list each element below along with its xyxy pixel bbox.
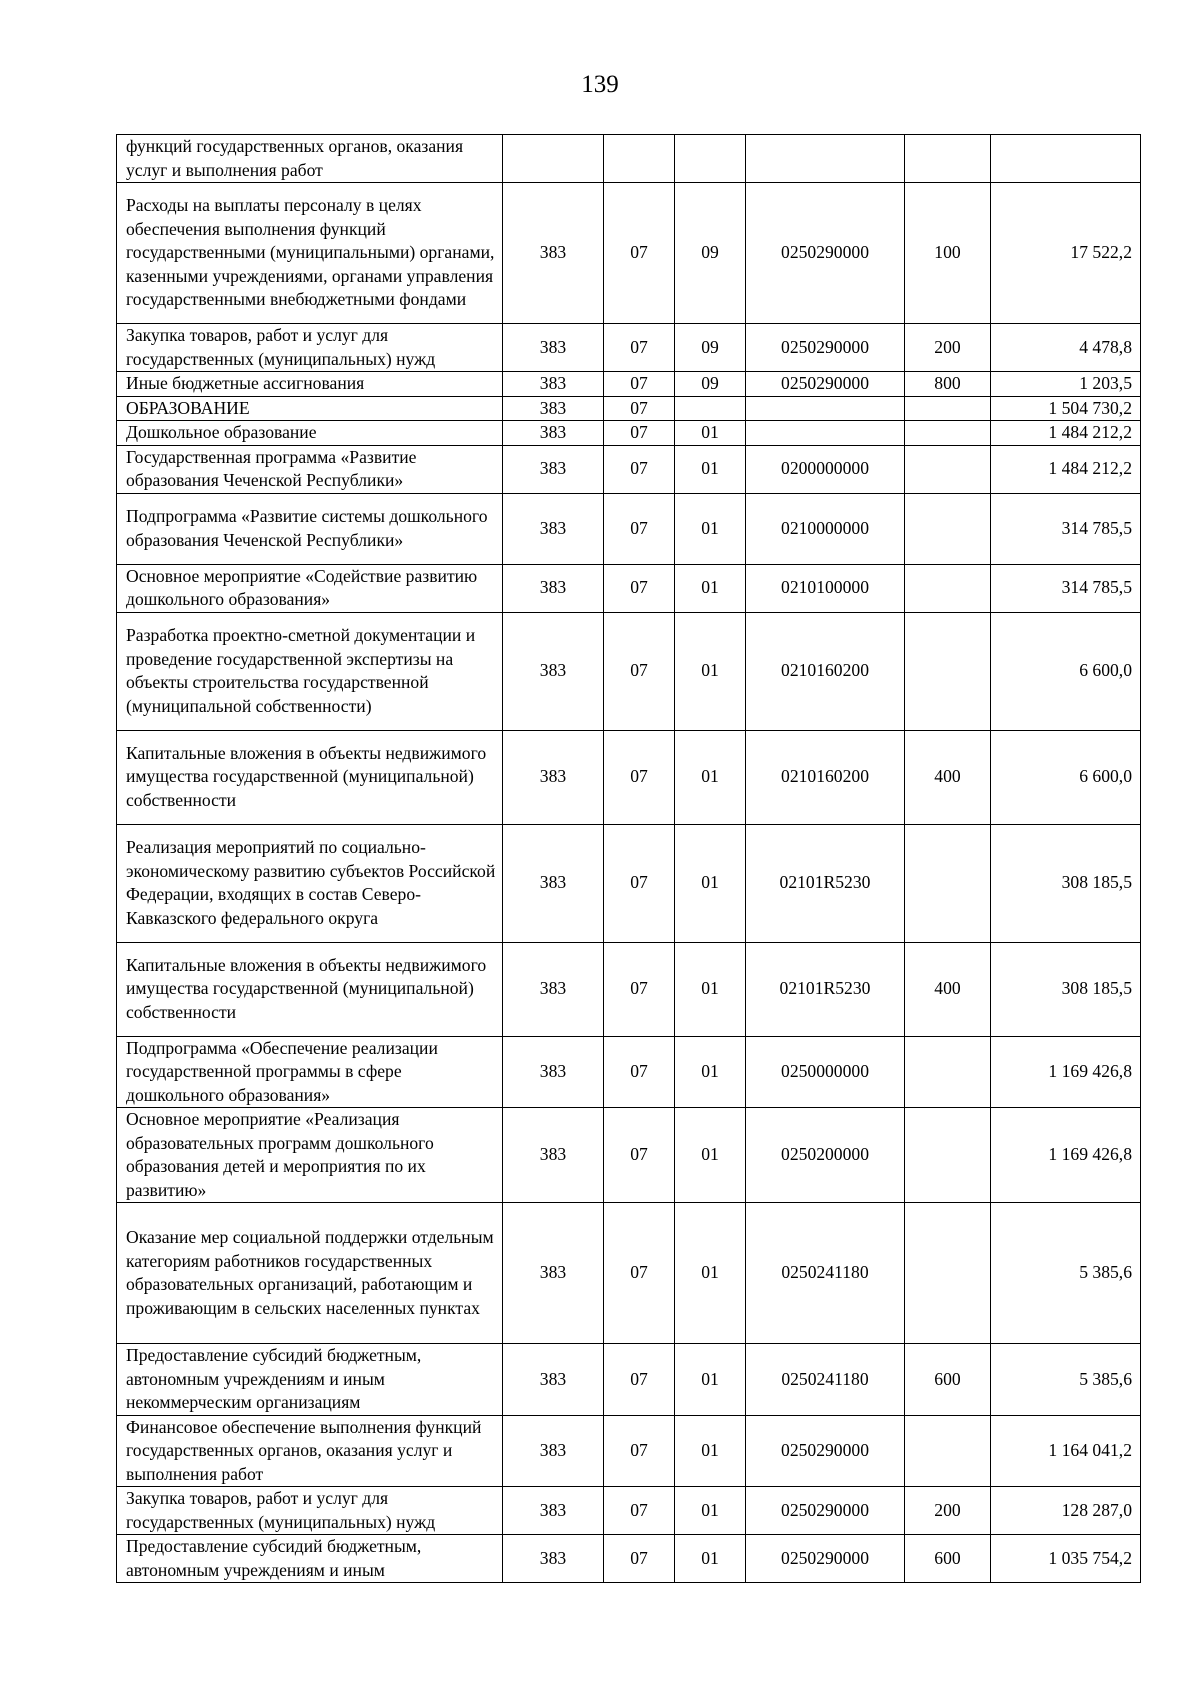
cell-section: 07 bbox=[604, 1535, 675, 1583]
cell-section: 07 bbox=[604, 1344, 675, 1416]
cell-name: Капитальные вложения в объекты недвижимого имущества государственной (муниципальной) собственности bbox=[117, 730, 503, 824]
cell-target-article: 0210100000 bbox=[746, 564, 905, 612]
cell-amount: 1 203,5 bbox=[991, 372, 1141, 397]
table-row bbox=[117, 1415, 1141, 1487]
cell-section: 07 bbox=[604, 730, 675, 824]
table-row bbox=[117, 324, 1141, 372]
cell-section: 07 bbox=[604, 1036, 675, 1108]
cell-subsection: 01 bbox=[675, 1108, 746, 1203]
cell-section bbox=[604, 135, 675, 183]
cell-grbs: 383 bbox=[503, 493, 604, 564]
cell-section: 07 bbox=[604, 1487, 675, 1535]
cell-target-article: 0250290000 bbox=[746, 372, 905, 397]
cell-subsection: 01 bbox=[675, 421, 746, 446]
cell-section: 07 bbox=[604, 493, 675, 564]
page-number: 139 bbox=[581, 71, 619, 98]
cell-target-article bbox=[746, 135, 905, 183]
cell-section: 07 bbox=[604, 183, 675, 324]
cell-grbs: 383 bbox=[503, 612, 604, 730]
cell-subsection: 01 bbox=[675, 493, 746, 564]
table-row bbox=[117, 564, 1141, 612]
cell-subsection bbox=[675, 396, 746, 421]
cell-name: Основное мероприятие «Реализация образовательных программ дошкольного образования детей и мероприятия по их развитию» bbox=[117, 1108, 503, 1203]
cell-section: 07 bbox=[604, 564, 675, 612]
cell-subsection: 01 bbox=[675, 1203, 746, 1344]
cell-subsection: 01 bbox=[675, 1487, 746, 1535]
cell-target-article: 0250290000 bbox=[746, 1415, 905, 1487]
budget-table bbox=[116, 134, 1141, 1583]
cell-name: Государственная программа «Развитие образования Чеченской Республики» bbox=[117, 445, 503, 493]
cell-grbs bbox=[503, 135, 604, 183]
cell-amount: 314 785,5 bbox=[991, 493, 1141, 564]
cell-grbs: 383 bbox=[503, 730, 604, 824]
table-row bbox=[117, 493, 1141, 564]
cell-grbs: 383 bbox=[503, 183, 604, 324]
cell-section: 07 bbox=[604, 1203, 675, 1344]
cell-expense-type: 100 bbox=[905, 183, 991, 324]
cell-expense-type bbox=[905, 1108, 991, 1203]
cell-section: 07 bbox=[604, 324, 675, 372]
table-body bbox=[117, 135, 1141, 1583]
cell-grbs: 383 bbox=[503, 1036, 604, 1108]
cell-subsection: 01 bbox=[675, 824, 746, 942]
cell-expense-type: 600 bbox=[905, 1535, 991, 1583]
table-row bbox=[117, 730, 1141, 824]
cell-section: 07 bbox=[604, 421, 675, 446]
table-row bbox=[117, 1203, 1141, 1344]
cell-section: 07 bbox=[604, 445, 675, 493]
cell-subsection: 01 bbox=[675, 730, 746, 824]
table-row bbox=[117, 1344, 1141, 1416]
table-row bbox=[117, 183, 1141, 324]
table-row bbox=[117, 612, 1141, 730]
cell-name: Основное мероприятие «Содействие развитию дошкольного образования» bbox=[117, 564, 503, 612]
cell-grbs: 383 bbox=[503, 942, 604, 1036]
cell-name: Финансовое обеспечение выполнения функций государственных органов, оказания услуг и выполнения работ bbox=[117, 1415, 503, 1487]
cell-expense-type bbox=[905, 564, 991, 612]
cell-name: Подпрограмма «Обеспечение реализации государственной программы в сфере дошкольного образования» bbox=[117, 1036, 503, 1108]
cell-amount: 1 484 212,2 bbox=[991, 445, 1141, 493]
cell-target-article: 0250290000 bbox=[746, 183, 905, 324]
cell-target-article: 0200000000 bbox=[746, 445, 905, 493]
cell-name: Предоставление субсидий бюджетным, автономным учреждениям и иным bbox=[117, 1535, 503, 1583]
cell-expense-type bbox=[905, 1415, 991, 1487]
cell-grbs: 383 bbox=[503, 1344, 604, 1416]
cell-amount: 1 164 041,2 bbox=[991, 1415, 1141, 1487]
cell-amount bbox=[991, 135, 1141, 183]
cell-amount: 1 169 426,8 bbox=[991, 1108, 1141, 1203]
cell-name: Реализация мероприятий по социально-экономическому развитию субъектов Российской Федерации, входящих в состав Северо-Кавказского федерального округа bbox=[117, 824, 503, 942]
cell-expense-type: 200 bbox=[905, 1487, 991, 1535]
cell-target-article: 0210160200 bbox=[746, 612, 905, 730]
cell-section: 07 bbox=[604, 372, 675, 397]
cell-grbs: 383 bbox=[503, 372, 604, 397]
cell-name: Расходы на выплаты персоналу в целях обеспечения выполнения функций государственными (муниципальными) органами, казенными учреждениями, органами управления государственными внебюджетными фондами bbox=[117, 183, 503, 324]
cell-section: 07 bbox=[604, 612, 675, 730]
cell-amount: 17 522,2 bbox=[991, 183, 1141, 324]
cell-expense-type bbox=[905, 421, 991, 446]
cell-grbs: 383 bbox=[503, 445, 604, 493]
table-row bbox=[117, 372, 1141, 397]
cell-subsection: 01 bbox=[675, 1415, 746, 1487]
cell-subsection bbox=[675, 135, 746, 183]
table-row bbox=[117, 942, 1141, 1036]
cell-subsection: 01 bbox=[675, 445, 746, 493]
cell-name: Оказание мер социальной поддержки отдельным категориям работников государственных образовательных организаций, работающим и проживающим в сельских населенных пунктах bbox=[117, 1203, 503, 1344]
cell-name: Закупка товаров, работ и услуг для государственных (муниципальных) нужд bbox=[117, 324, 503, 372]
cell-subsection: 01 bbox=[675, 564, 746, 612]
cell-target-article: 0250000000 bbox=[746, 1036, 905, 1108]
cell-amount: 6 600,0 bbox=[991, 612, 1141, 730]
cell-amount: 1 169 426,8 bbox=[991, 1036, 1141, 1108]
cell-grbs: 383 bbox=[503, 324, 604, 372]
cell-section: 07 bbox=[604, 942, 675, 1036]
cell-amount: 4 478,8 bbox=[991, 324, 1141, 372]
table-row bbox=[117, 445, 1141, 493]
cell-amount: 1 484 212,2 bbox=[991, 421, 1141, 446]
cell-subsection: 09 bbox=[675, 183, 746, 324]
table-row bbox=[117, 1108, 1141, 1203]
cell-expense-type: 200 bbox=[905, 324, 991, 372]
cell-amount: 1 035 754,2 bbox=[991, 1535, 1141, 1583]
cell-grbs: 383 bbox=[503, 1108, 604, 1203]
cell-target-article bbox=[746, 396, 905, 421]
cell-target-article bbox=[746, 421, 905, 446]
cell-name: Капитальные вложения в объекты недвижимого имущества государственной (муниципальной) собственности bbox=[117, 942, 503, 1036]
cell-expense-type: 400 bbox=[905, 730, 991, 824]
cell-amount: 128 287,0 bbox=[991, 1487, 1141, 1535]
cell-grbs: 383 bbox=[503, 396, 604, 421]
cell-target-article: 0250200000 bbox=[746, 1108, 905, 1203]
cell-name: Разработка проектно-сметной документации и проведение государственной экспертизы на объекты строительства государственной (муниципальной собственности) bbox=[117, 612, 503, 730]
cell-target-article: 02101R5230 bbox=[746, 824, 905, 942]
cell-expense-type bbox=[905, 1036, 991, 1108]
cell-expense-type bbox=[905, 1203, 991, 1344]
cell-target-article: 02101R5230 bbox=[746, 942, 905, 1036]
cell-name: Иные бюджетные ассигнования bbox=[117, 372, 503, 397]
cell-grbs: 383 bbox=[503, 1203, 604, 1344]
cell-amount: 5 385,6 bbox=[991, 1344, 1141, 1416]
cell-name: Подпрограмма «Развитие системы дошкольного образования Чеченской Республики» bbox=[117, 493, 503, 564]
cell-expense-type bbox=[905, 612, 991, 730]
cell-target-article: 0250290000 bbox=[746, 1487, 905, 1535]
cell-amount: 1 504 730,2 bbox=[991, 396, 1141, 421]
cell-subsection: 01 bbox=[675, 1535, 746, 1583]
table-row bbox=[117, 1036, 1141, 1108]
cell-name: функций государственных органов, оказания услуг и выполнения работ bbox=[117, 135, 503, 183]
cell-expense-type bbox=[905, 135, 991, 183]
cell-grbs: 383 bbox=[503, 1535, 604, 1583]
cell-subsection: 01 bbox=[675, 1344, 746, 1416]
cell-amount: 6 600,0 bbox=[991, 730, 1141, 824]
cell-amount: 308 185,5 bbox=[991, 824, 1141, 942]
cell-expense-type: 800 bbox=[905, 372, 991, 397]
cell-target-article: 0210160200 bbox=[746, 730, 905, 824]
cell-section: 07 bbox=[604, 824, 675, 942]
cell-grbs: 383 bbox=[503, 824, 604, 942]
cell-subsection: 01 bbox=[675, 1036, 746, 1108]
cell-expense-type bbox=[905, 824, 991, 942]
cell-expense-type bbox=[905, 445, 991, 493]
table-row bbox=[117, 396, 1141, 421]
cell-section: 07 bbox=[604, 1415, 675, 1487]
cell-expense-type bbox=[905, 493, 991, 564]
cell-section: 07 bbox=[604, 396, 675, 421]
cell-subsection: 01 bbox=[675, 942, 746, 1036]
cell-target-article: 0210000000 bbox=[746, 493, 905, 564]
table-row bbox=[117, 1535, 1141, 1583]
cell-name: Закупка товаров, работ и услуг для государственных (муниципальных) нужд bbox=[117, 1487, 503, 1535]
cell-name: Дошкольное образование bbox=[117, 421, 503, 446]
cell-grbs: 383 bbox=[503, 1487, 604, 1535]
cell-subsection: 09 bbox=[675, 324, 746, 372]
cell-expense-type: 600 bbox=[905, 1344, 991, 1416]
cell-name: ОБРАЗОВАНИЕ bbox=[117, 396, 503, 421]
cell-name: Предоставление субсидий бюджетным, автономным учреждениям и иным некоммерческим организациям bbox=[117, 1344, 503, 1416]
cell-target-article: 0250241180 bbox=[746, 1344, 905, 1416]
cell-target-article: 0250241180 bbox=[746, 1203, 905, 1344]
cell-amount: 5 385,6 bbox=[991, 1203, 1141, 1344]
table-row bbox=[117, 135, 1141, 183]
cell-expense-type bbox=[905, 396, 991, 421]
cell-grbs: 383 bbox=[503, 1415, 604, 1487]
table-row bbox=[117, 824, 1141, 942]
cell-subsection: 09 bbox=[675, 372, 746, 397]
table-row bbox=[117, 1487, 1141, 1535]
cell-subsection: 01 bbox=[675, 612, 746, 730]
cell-amount: 314 785,5 bbox=[991, 564, 1141, 612]
cell-grbs: 383 bbox=[503, 421, 604, 446]
table-row bbox=[117, 421, 1141, 446]
cell-expense-type: 400 bbox=[905, 942, 991, 1036]
cell-target-article: 0250290000 bbox=[746, 1535, 905, 1583]
cell-grbs: 383 bbox=[503, 564, 604, 612]
cell-section: 07 bbox=[604, 1108, 675, 1203]
cell-target-article: 0250290000 bbox=[746, 324, 905, 372]
cell-amount: 308 185,5 bbox=[991, 942, 1141, 1036]
